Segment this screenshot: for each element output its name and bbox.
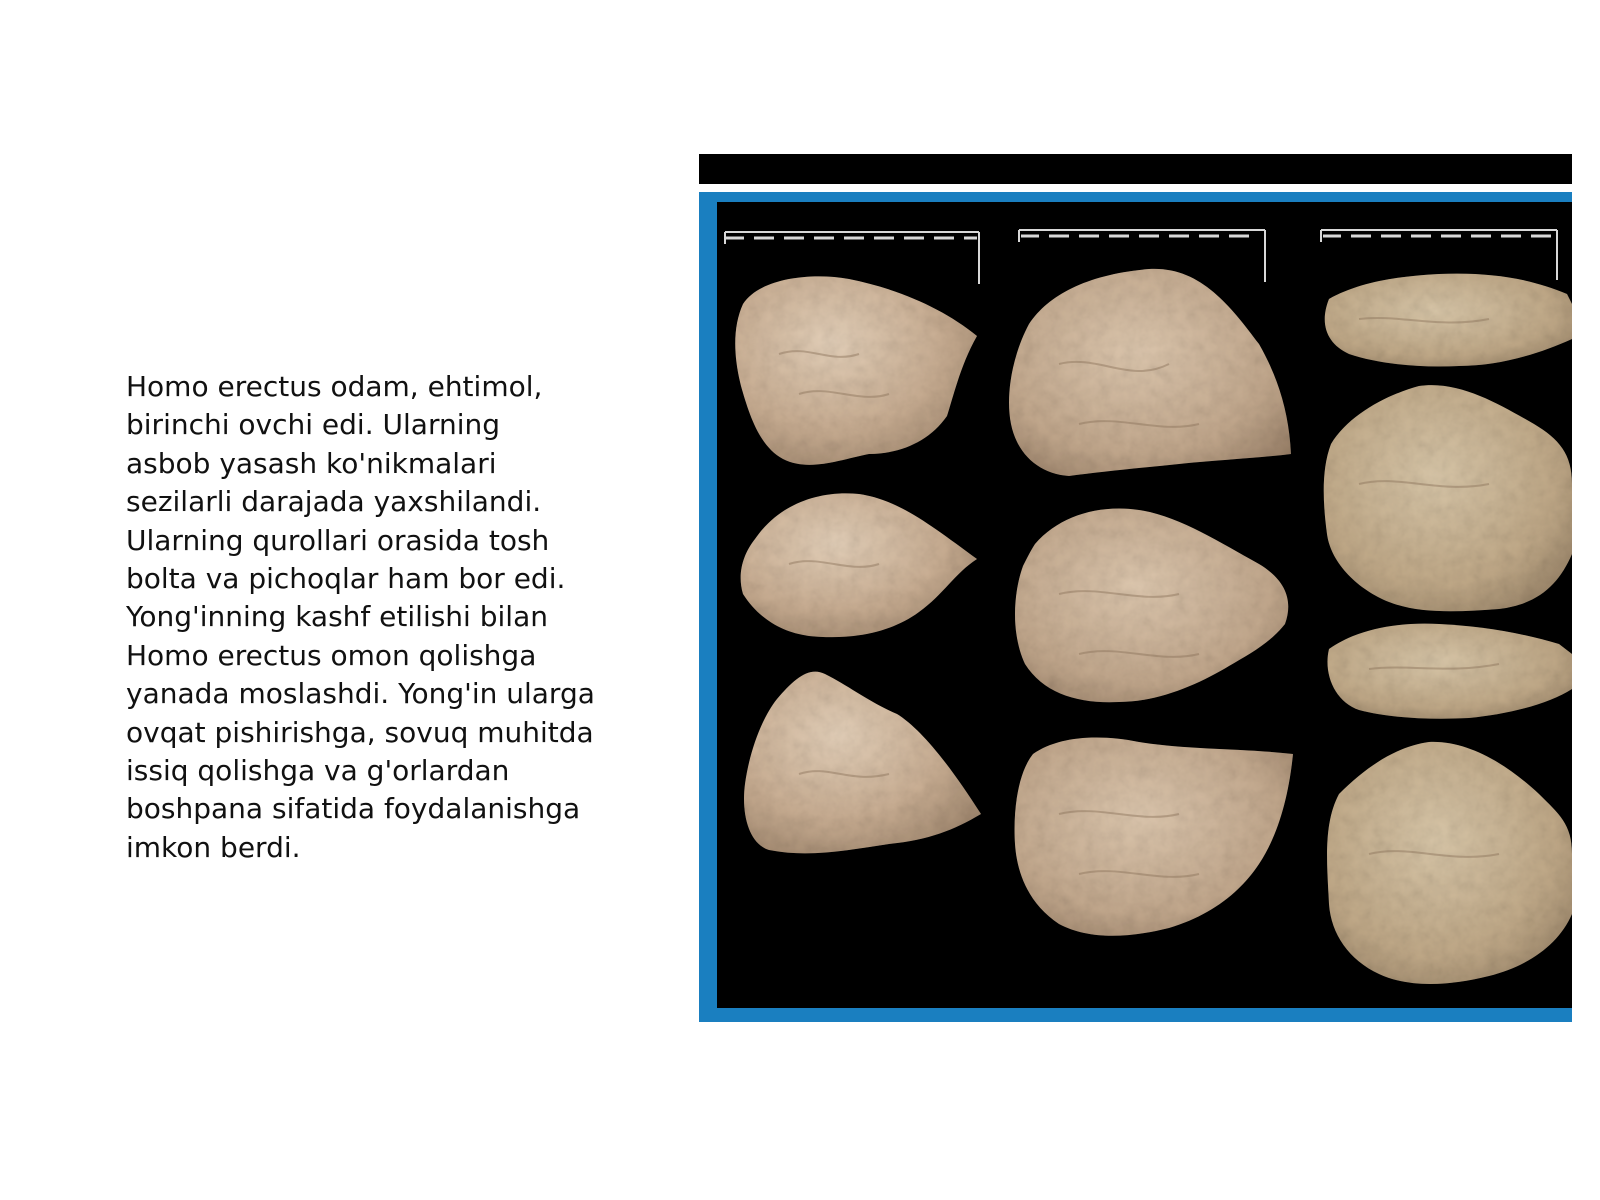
- body-line: boshpana sifatida foydalanishga: [126, 792, 581, 826]
- body-line: Yong'inning kashf etilishi bilan: [126, 600, 548, 634]
- stone-tools-illustration: [699, 154, 1572, 1022]
- stone-tools-photo: [699, 154, 1572, 1022]
- stone-tool: [1325, 274, 1572, 367]
- body-line: asbob yasash ko'nikmalari: [126, 446, 497, 480]
- slide-body-text: [126, 368, 626, 867]
- body-line: bolta va pichoqlar ham bor edi.: [126, 562, 566, 596]
- body-line: Ularning qurollari orasida tosh: [126, 523, 550, 557]
- body-line: birinchi ovchi edi. Ularning: [126, 408, 501, 442]
- body-line: ovqat pishirishga, sovuq muhitda: [126, 715, 594, 749]
- body-line: Homo erectus odam, ehtimol,: [126, 370, 543, 403]
- body-line: issiq qolishga va g'orlardan: [126, 754, 510, 788]
- body-line: imkon berdi.: [126, 830, 301, 864]
- body-line: sezilarli darajada yaxshilandi.: [126, 485, 542, 519]
- photo-top-bar: [699, 154, 1572, 184]
- body-line: yanada moslashdi. Yong'in ularga: [126, 677, 595, 711]
- stone-tool: [1327, 624, 1572, 719]
- body-line: Homo erectus omon qolishga: [126, 638, 537, 672]
